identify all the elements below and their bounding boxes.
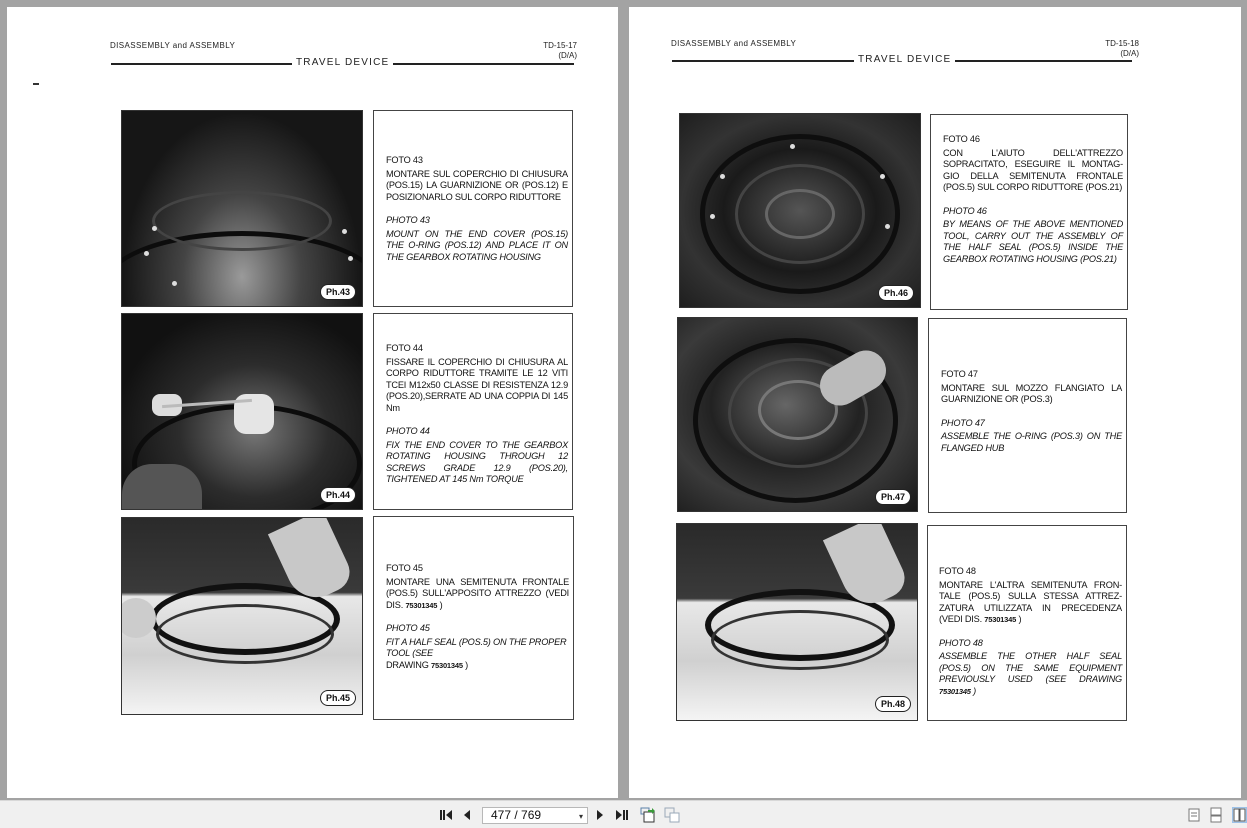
page-td-15-17: [7, 7, 618, 798]
photo-label: Ph.48: [875, 696, 911, 712]
italian-text: MONTARE SUL COPERCHIO DI CHIUSURA (POS.15) LA GUARNIZIONE OR (POS.12) E POSIZIONARLO SUL CORPO RIDUTTORE: [386, 168, 568, 202]
bolt: [885, 224, 890, 229]
italian-caption: FOTO 46: [943, 134, 980, 144]
continuous-page-icon: [1209, 807, 1223, 823]
italian-caption: FOTO 43: [386, 155, 423, 165]
bolt: [172, 281, 177, 286]
english-text: FIX THE END COVER TO THE GEARBOX ROTATING HOUSING THROUGH 12 SCREWS GRADE 12.9 (POS.20), TIGHTENED AT 145 Nm TORQUE: [386, 439, 568, 484]
english-caption: PHOTO 44: [386, 426, 430, 436]
bolt: [790, 144, 795, 149]
photo-43: [121, 110, 363, 307]
scan-speck: [33, 83, 39, 85]
english-text: ASSEMBLE THE O-RING (POS.3) ON THE FLANGED HUB: [941, 431, 1122, 453]
single-page-view-button[interactable]: [1187, 807, 1201, 823]
fit-page-icon: [640, 807, 656, 823]
photo-46: [679, 113, 921, 308]
drawing-number: 75301345: [431, 660, 463, 670]
arm: [122, 464, 202, 510]
step-47-text: [928, 318, 1127, 513]
two-page-icon: [1233, 808, 1247, 822]
previous-page-icon: [462, 809, 472, 821]
tool-ring: [156, 604, 334, 664]
photo-label: Ph.45: [320, 690, 356, 706]
drawing-number: 75301345: [405, 600, 438, 610]
step-44-text: [373, 313, 573, 510]
photo-44: [121, 313, 363, 510]
navigation-toolbar: [0, 800, 1247, 828]
continuous-scroll-icon: [664, 807, 680, 823]
header-chapter: DISASSEMBLY and ASSEMBLY: [671, 39, 797, 48]
continuous-view-button[interactable]: [1209, 807, 1223, 823]
photo-47: [677, 317, 918, 512]
drawing-number: 75301345: [939, 686, 971, 696]
page-number-select[interactable]: [482, 807, 588, 824]
english-text: MOUNT ON THE END COVER (POS.15) THE O-RING (POS.12) AND PLACE IT ON THE GEARBOX ROTATING HOUSING: [386, 228, 568, 262]
last-page-icon: [615, 809, 629, 821]
first-page-button[interactable]: [438, 807, 454, 823]
page-td-15-18: [629, 7, 1241, 798]
bolt: [144, 251, 149, 256]
two-page-view-button[interactable]: [1232, 807, 1247, 823]
photo-label: Ph.43: [320, 284, 356, 300]
tool-ring: [711, 610, 889, 670]
bolt: [152, 226, 157, 231]
hand: [121, 598, 156, 638]
step-43-text: [373, 110, 573, 307]
step-45-text: [373, 516, 574, 720]
photo-label: Ph.47: [875, 489, 911, 505]
continuous-scroll-button[interactable]: [663, 807, 681, 823]
dropdown-arrow-icon: ▾: [578, 812, 583, 821]
english-text: FIT A HALF SEAL (POS.5) ON THE PROPER TOOL (SEE: [386, 636, 567, 658]
italian-text: MONTARE SUL MOZZO FLANGIATO LA GUARNIZIONE OR (POS.3): [941, 382, 1122, 404]
next-page-button[interactable]: [593, 807, 607, 823]
photo-label: Ph.44: [320, 487, 356, 503]
header-page-code: TD-15-17 (D/A): [543, 41, 577, 60]
page-indicator: 477 / 769: [491, 808, 542, 822]
single-page-icon: [1187, 807, 1201, 823]
italian-caption: FOTO 48: [939, 566, 976, 576]
step-48-text: [927, 525, 1127, 721]
header-chapter: DISASSEMBLY and ASSEMBLY: [110, 41, 236, 50]
photo-label: Ph.46: [878, 285, 914, 301]
english-text-drawing: DRAWING 75301345 ): [386, 659, 469, 670]
section-title: TRAVEL DEVICE: [292, 57, 393, 68]
bolt: [710, 214, 715, 219]
previous-page-button[interactable]: [460, 807, 474, 823]
last-page-button[interactable]: [614, 807, 630, 823]
english-caption: PHOTO 43: [386, 215, 430, 225]
section-title: TRAVEL DEVICE: [854, 54, 955, 65]
bolt: [720, 174, 725, 179]
english-text: BY MEANS OF THE ABOVE MENTIONED TOOL, CARRY OUT THE ASSEMBLY OF THE HALF SEAL (POS.5) INSIDE THE GEARBOX ROTATING HOUSING (POS.21): [943, 219, 1123, 264]
bolt: [880, 174, 885, 179]
cover-ring: [152, 191, 332, 251]
italian-text: MONTARE UNA SEMITENUTA FRONTALE (POS.5) SULL'APPOSITO ATTREZZO (VEDI DIS. 75301345 ): [386, 576, 569, 610]
english-caption: PHOTO 46: [943, 205, 987, 216]
italian-caption: FOTO 47: [941, 369, 978, 379]
drawing-number: 75301345: [984, 615, 1017, 624]
step-46-text: [930, 114, 1128, 310]
fit-page-button[interactable]: [639, 807, 657, 823]
italian-text: MONTARE L'ALTRA SEMITENUTA FRON-TALE (POS.5) SULLA STESSA ATTREZ-ZATURA UTILIZZATA IN PRECEDENZA (VEDI DIS. 75301345 ): [939, 579, 1122, 624]
english-text: ASSEMBLE THE OTHER HALF SEAL (POS.5) ON THE SAME EQUIPMENT PREVIOUSLY USED (SEE DRAWING 75301345 ): [939, 651, 1122, 696]
hub-ring: [765, 189, 835, 239]
next-page-icon: [595, 809, 605, 821]
header-page-code: TD-15-18 (D/A): [1105, 39, 1139, 58]
bolt: [342, 229, 347, 234]
english-caption: PHOTO 48: [939, 637, 983, 648]
italian-text: CON L'AIUTO DELL'ATTREZZO SOPRACITATO, ESEGUIRE IL MONTAG-GIO DELLA SEMITENUTA FRONTALE (POS.5) SUL CORPO RIDUTTORE (POS.21): [943, 147, 1123, 192]
english-caption: PHOTO 47: [941, 417, 985, 428]
italian-caption: FOTO 44: [386, 343, 423, 353]
photo-48: [676, 523, 918, 721]
bolt: [348, 256, 353, 261]
first-page-icon: [439, 809, 453, 821]
italian-text: FISSARE IL COPERCHIO DI CHIUSURA AL CORPO RIDUTTORE TRAMITE LE 12 VITI TCEI M12x50 CLASSE DI RESISTENZA 12.9 (POS.20),SERRATE AD UNA COPPIA DI 145 Nm: [386, 356, 568, 413]
english-caption: PHOTO 45: [386, 623, 430, 633]
italian-caption: FOTO 45: [386, 563, 423, 573]
photo-45: [121, 517, 363, 715]
